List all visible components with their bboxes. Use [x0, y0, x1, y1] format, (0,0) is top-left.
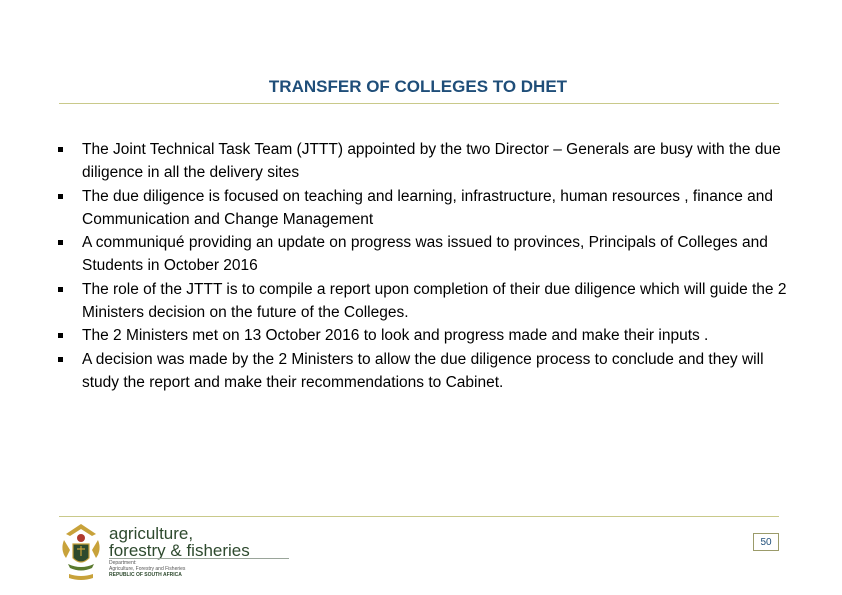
bullet-item	[58, 324, 788, 347]
bullet-item	[58, 185, 788, 232]
logo-divider	[109, 558, 289, 559]
page-number: 50	[753, 533, 779, 551]
bullet-text: The 2 Ministers met on 13 October 2016 to look and progress made and make their inputs .	[82, 327, 709, 345]
logo-text	[109, 525, 250, 560]
bullet-square-icon	[58, 147, 63, 152]
bullet-square-icon	[58, 333, 63, 338]
bullet-item	[58, 348, 788, 395]
footer-divider	[59, 516, 779, 517]
bullet-item	[58, 231, 788, 278]
bullet-square-icon	[58, 287, 63, 292]
bullet-text: The Joint Technical Task Team (JTTT) appointed by the two Director – Generals are busy with the due diligence in all the delivery sites	[82, 141, 781, 182]
bullet-text: A communiqué providing an update on progress was issued to provinces, Principals of Colleges and Students in October 2016	[82, 234, 768, 275]
slide-title: TRANSFER OF COLLEGES TO DHET	[268, 77, 568, 96]
coat-of-arms-icon	[58, 520, 104, 586]
bullet-square-icon	[58, 194, 63, 199]
bullet-text: The role of the JTTT is to compile a report upon completion of their due diligence which will guide the 2 Ministers decision on the future of the Colleges.	[82, 280, 787, 322]
bullet-square-icon	[58, 357, 63, 362]
bullet-square-icon	[58, 240, 63, 245]
department-logo	[58, 520, 258, 586]
logo-line-2: forestry & fisheries	[109, 541, 250, 560]
logo-subtext	[109, 560, 269, 578]
title-divider	[59, 103, 779, 104]
bullet-item	[58, 278, 788, 325]
bullet-text: The due diligence is focused on teaching and learning, infrastructure, human resources , finance and Communication and Change Management	[82, 187, 774, 228]
logo-sub-3: REPUBLIC OF SOUTH AFRICA	[109, 572, 182, 578]
logo-sub-2: Agriculture, Forestry and Fisheries	[109, 566, 186, 572]
bullet-text: A decision was made by the 2 Ministers to allow the due diligence process to conclude and they will study the report and make their recommendations to Cabinet.	[82, 350, 764, 391]
logo-line-1: agriculture,	[109, 524, 194, 543]
bullet-list	[58, 138, 788, 394]
bullet-item	[58, 138, 788, 185]
logo-sub-1: Department:	[109, 560, 137, 566]
